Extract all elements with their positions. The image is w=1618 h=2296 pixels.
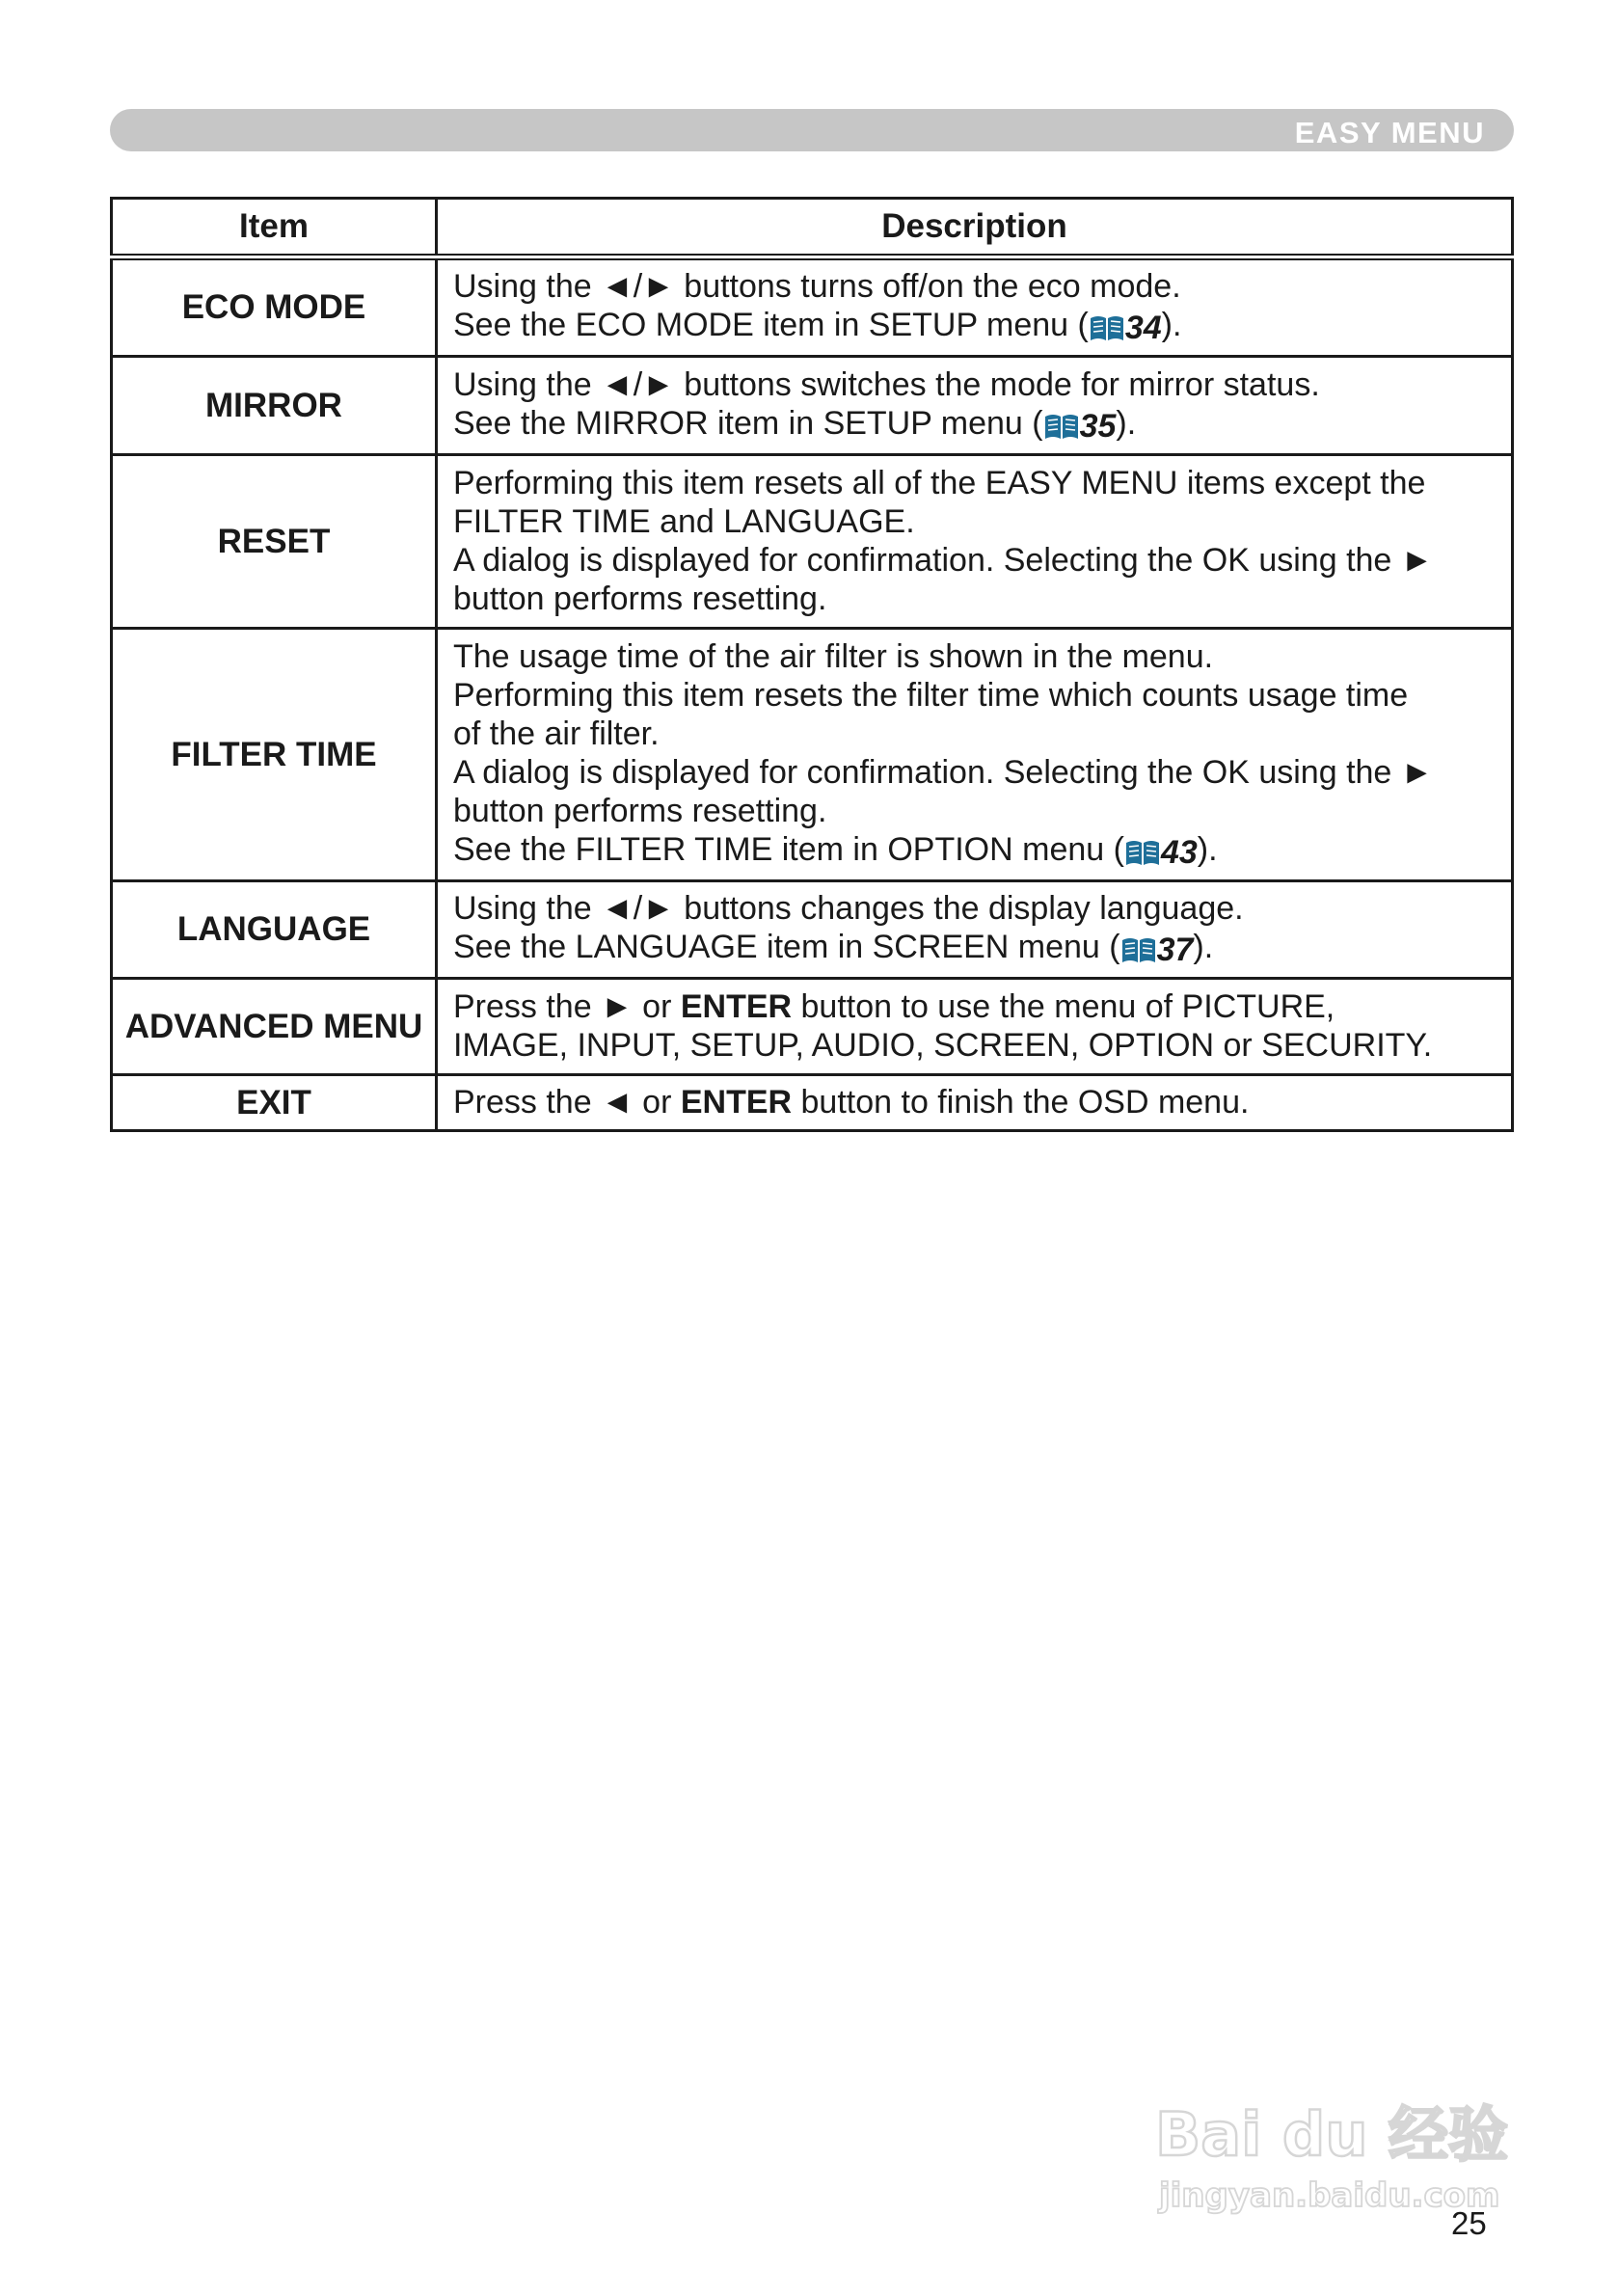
description-line: Using the ◄/► buttons changes the display language.	[453, 890, 1244, 927]
book-icon	[1043, 412, 1080, 441]
description-line: Performing this item resets the filter time which counts usage time	[453, 676, 1409, 714]
item-name: FILTER TIME	[112, 629, 437, 881]
page-number-ref: 43	[1160, 833, 1198, 871]
item-name: RESET	[112, 455, 437, 629]
description-line: FILTER TIME and LANGUAGE.	[453, 503, 915, 540]
description-line: Using the ◄/► buttons switches the mode for mirror status.	[453, 365, 1320, 403]
book-icon	[1089, 313, 1125, 342]
description-text: button to finish the OSD menu.	[792, 1084, 1250, 1121]
table-row	[112, 881, 1513, 979]
table-row	[112, 257, 1513, 357]
item-name: MIRROR	[112, 357, 437, 455]
description-line: IMAGE, INPUT, SETUP, AUDIO, SCREEN, OPTION or SECURITY.	[453, 1027, 1433, 1064]
table-row	[112, 455, 1513, 629]
item-description	[437, 629, 1513, 881]
description-line	[453, 987, 1496, 1026]
page-number-ref: 37	[1156, 932, 1194, 968]
item-description	[437, 357, 1513, 455]
page-number: 25	[1451, 2205, 1487, 2241]
section-header-bar	[110, 109, 1514, 151]
table-header-row	[112, 199, 1513, 257]
description-line: A dialog is displayed for confirmation. Selecting the OK using the ►	[453, 753, 1434, 791]
watermark-brand: Bai du 经验	[1155, 2099, 1509, 2170]
table-row	[112, 979, 1513, 1075]
description-text: Press the ◄ or	[453, 1084, 681, 1121]
description-line	[453, 404, 1496, 446]
description-line: button performs resetting.	[453, 792, 827, 829]
item-description	[437, 1075, 1513, 1131]
book-icon	[1120, 935, 1157, 964]
item-description	[437, 881, 1513, 979]
table-row	[112, 629, 1513, 881]
reference-text: ).	[1116, 404, 1137, 442]
easy-menu-table	[110, 197, 1514, 1132]
reference-text: See the MIRROR item in SETUP menu (	[453, 404, 1043, 442]
item-name: ECO MODE	[112, 257, 437, 357]
item-description	[437, 979, 1513, 1075]
description-line	[453, 928, 1496, 969]
reference-text: ).	[1193, 929, 1214, 965]
reference-text: See the ECO MODE item in SETUP menu (	[453, 307, 1089, 343]
description-line: of the air filter.	[453, 715, 660, 752]
description-line	[453, 1083, 1496, 1121]
page-reference-link[interactable]	[1124, 833, 1198, 872]
item-description	[437, 257, 1513, 357]
reference-text: See the FILTER TIME item in OPTION menu (	[453, 830, 1124, 868]
reference-text: ).	[1161, 307, 1182, 343]
book-icon	[1124, 838, 1161, 867]
table-row	[112, 357, 1513, 455]
page-number-ref: 35	[1079, 407, 1117, 445]
reference-text: ).	[1197, 830, 1218, 868]
description-line: A dialog is displayed for confirmation. Selecting the OK using the ►	[453, 542, 1434, 579]
description-text: Press the ► or	[453, 988, 681, 1025]
page-reference-link[interactable]	[1120, 931, 1194, 969]
description-line: Performing this item resets all of the EASY MENU items except the	[453, 465, 1426, 501]
section-title: EASY MENU	[1294, 116, 1485, 149]
item-name: LANGUAGE	[112, 881, 437, 979]
watermark-url: jingyan.baidu.com	[1159, 2176, 1500, 2215]
description-line: Using the ◄/► buttons turns off/on the eco mode.	[453, 268, 1181, 305]
item-name: EXIT	[112, 1075, 437, 1131]
item-description	[437, 455, 1513, 629]
page-number-ref: 34	[1124, 310, 1162, 346]
description-line	[453, 830, 1496, 872]
table-row	[112, 1075, 1513, 1131]
page-reference-link[interactable]	[1043, 407, 1117, 446]
column-header-item: Item	[112, 199, 437, 257]
reference-text: See the LANGUAGE item in SCREEN menu (	[453, 929, 1120, 965]
column-header-description: Description	[437, 199, 1513, 257]
page-reference-link[interactable]	[1089, 309, 1162, 347]
description-line: button performs resetting.	[453, 581, 827, 617]
enter-button-label: ENTER	[680, 988, 793, 1025]
description-text: button to use the menu of PICTURE,	[792, 988, 1335, 1025]
item-name: ADVANCED MENU	[112, 979, 437, 1075]
description-line: The usage time of the air filter is shown in the menu.	[453, 637, 1214, 675]
baidu-watermark	[1147, 2064, 1533, 2228]
description-line	[453, 306, 1496, 347]
enter-button-label: ENTER	[680, 1084, 793, 1121]
